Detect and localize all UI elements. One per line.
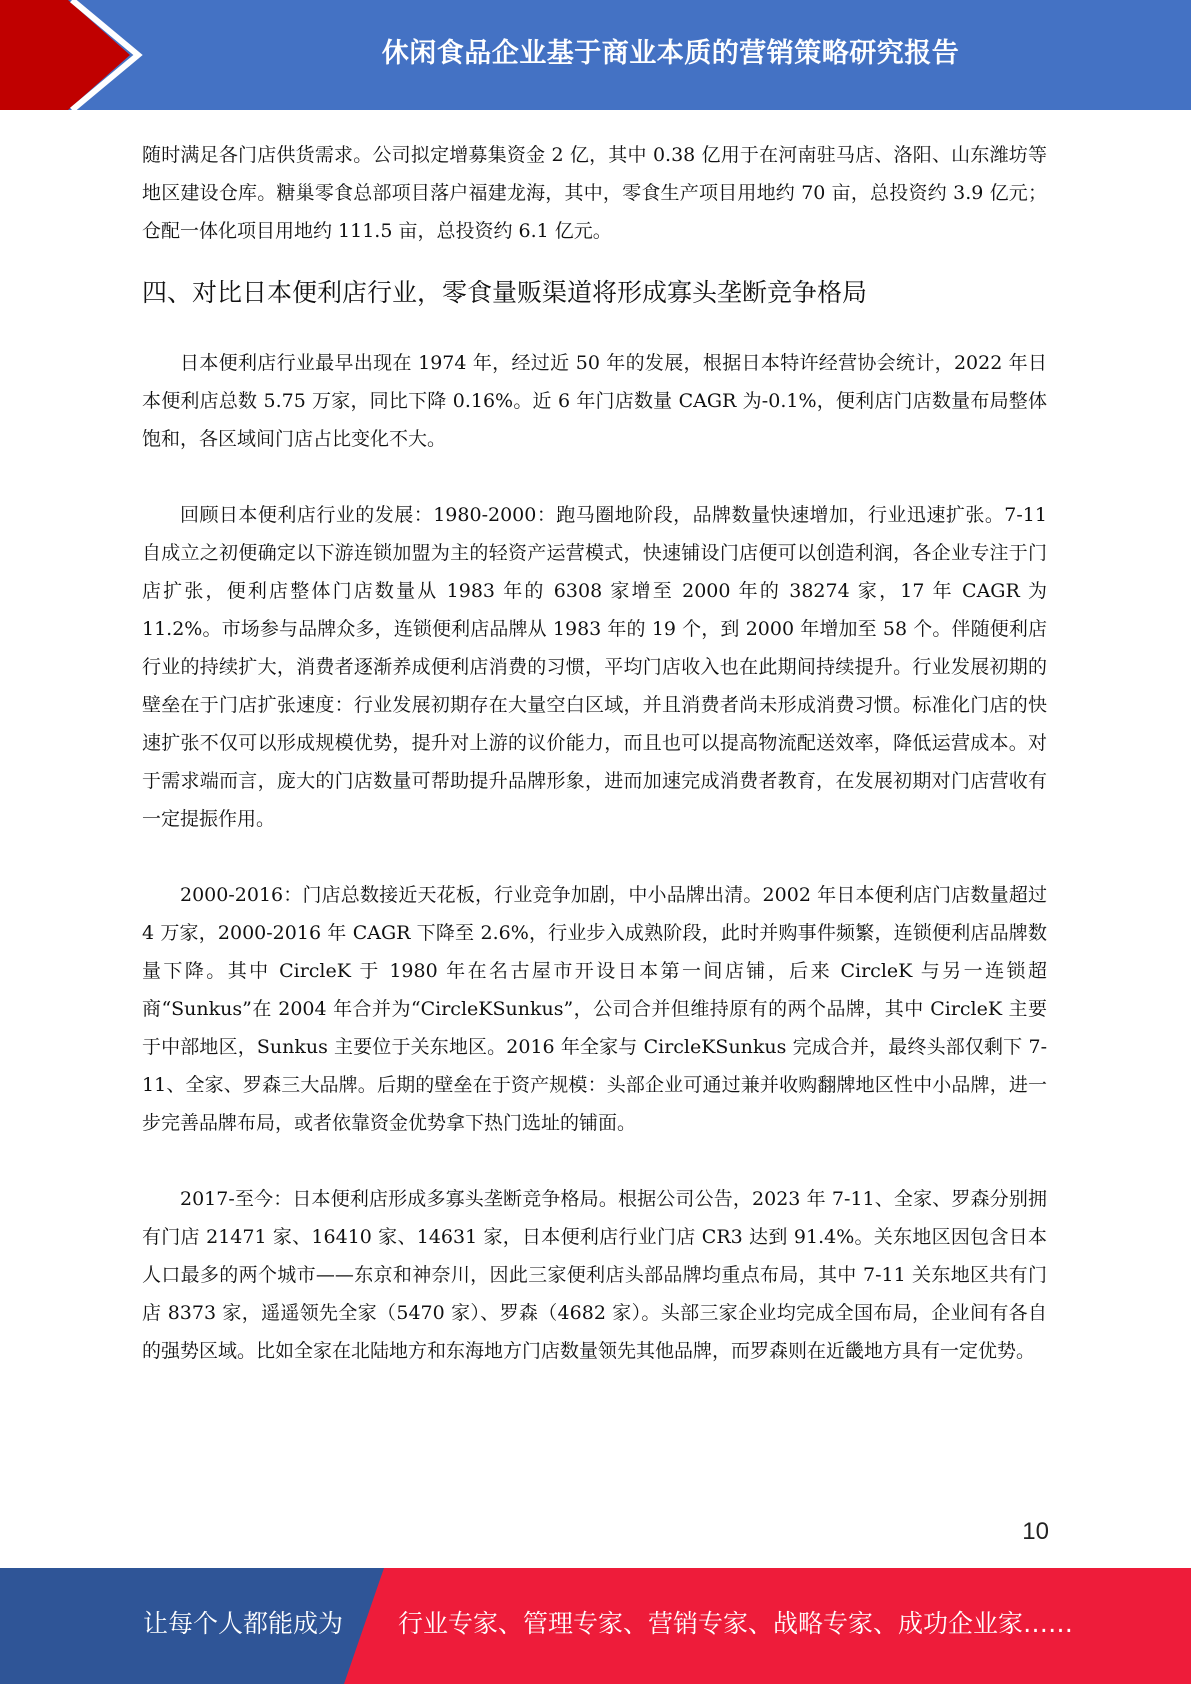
page-header [0,0,1191,110]
header-chevron-decoration [0,0,160,110]
header-title: 休闲食品企业基于商业本质的营销策略研究报告 [381,37,960,69]
body-paragraph: 日本便利店行业最早出现在 1974 年，经过近 50 年的发展，根据日本特许经营协会统计，2022 年日本便利店总数 5.75 万家，同比下降 0.16%。近 6 年门店数量 CAGR 为-0.1%，便利店门店数量布局整体饱和，各区域间门店占比变化不大。 [142,352,1047,450]
footer-slogan-right: 行业专家、管理专家、营销专家、战略专家、成功企业家…… [398,1609,1074,1638]
body-paragraph: 回顾日本便利店行业的发展：1980-2000：跑马圈地阶段，品牌数量快速增加，行业迅速扩张。7-11 自成立之初便确定以下游连锁加盟为主的轻资产运营模式，快速铺设门店便可以创造利润，各企业专注于门店扩张，便利店整体门店数量从 1983 年的 6308 家增至 2000 年的 38274 家，17 年 CAGR 为 11.2%。市场参与品牌众多，连锁便利店品牌从 1983 年的 19 个，到 2000 年增加至 58 个。伴随便利店行业的持续扩大，消费者逐渐养成便利店消费的习惯，平均门店收入也在此期间持续提升。行业发展初期的壁垒在于门店扩张速度：行业发展初期存在大量空白区域，并且消费者尚未形成消费习惯。标准化门店的快速扩张不仅可以形成规模优势，提升对上游的议价能力，而且也可以提高物流配送效率，降低运营成本。对于需求端而言，庞大的门店数量可帮助提升品牌形象，进而加速完成消费者教育，在发展初期对门店营收有一定提振作用。 [142,504,1047,830]
paragraph-spacer [142,838,1047,876]
chevron-red-shape [0,0,130,110]
paragraph-spacer [142,1142,1047,1180]
paragraph-spacer [142,458,1047,496]
section-heading: 四、对比日本便利店行业，零食量贩渠道将形成寡头垄断竞争格局 [142,278,868,307]
continuation-paragraph: 随时满足各门店供货需求。公司拟定增募集资金 2 亿，其中 0.38 亿用于在河南驻马店、洛阳、山东潍坊等地区建设仓库。糖巢零食总部项目落户福建龙海，其中，零食生产项目用地约 70 亩，总投资约 3.9 亿元；仓配一体化项目用地约 111.5 亩，总投资约 6.1 亿元。 [142,144,1047,242]
report-body [142,136,1047,1370]
footer-slogan-left: 让每个人都能成为 [143,1609,344,1638]
page-footer [0,1568,1191,1684]
page-number: 10 [1022,1518,1049,1545]
body-paragraph: 2000-2016：门店总数接近天花板，行业竞争加剧，中小品牌出清。2002 年日本便利店门店数量超过 4 万家，2000-2016 年 CAGR 下降至 2.6%，行业步入成熟阶段，此时并购事件频繁，连锁便利店品牌数量下降。其中 CircleK 于 1980 年在名古屋市开设日本第一间店铺，后来 CircleK 与另一连锁超商“Sunkus”在 2004 年合并为“CircleKSunkus”，公司合并但维持原有的两个品牌，其中 CircleK 主要于中部地区，Sunkus 主要位于关东地区。2016 年全家与 CircleKSunkus 完成合并，最终头部仅剩下 7-11、全家、罗森三大品牌。后期的壁垒在于资产规模：头部企业可通过兼并收购翻牌地区性中小品牌，进一步完善品牌布局，或者依靠资金优势拿下热门选址的铺面。 [142,884,1047,1134]
body-paragraph: 2017-至今：日本便利店形成多寡头垄断竞争格局。根据公司公告，2023 年 7-11、全家、罗森分别拥有门店 21471 家、16410 家、14631 家，日本便利店行业门店 CR3 达到 91.4%。关东地区因包含日本人口最多的两个城市——东京和神奈川，因此三家便利店头部品牌均重点布局，其中 7-11 关东地区共有门店 8373 家，遥遥领先全家（5470 家）、罗森（4682 家）。头部三家企业均完成全国布局，企业间有各自的强势区域。比如全家在北陆地方和东海地方门店数量领先其他品牌，而罗森则在近畿地方具有一定优势。 [142,1188,1047,1362]
